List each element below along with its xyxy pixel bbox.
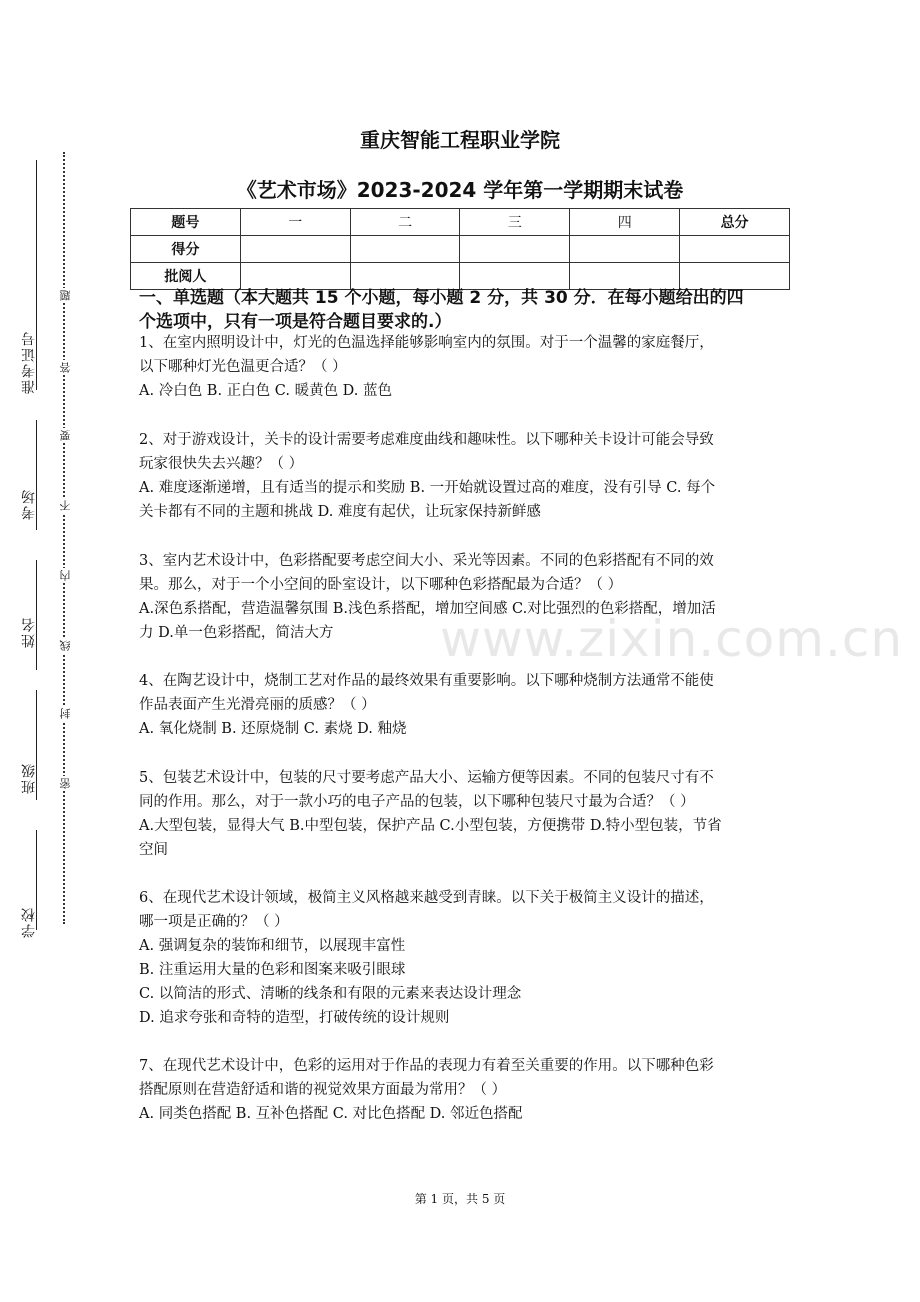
table-cell: 批阅人 (131, 263, 241, 290)
question-4: 4、在陶艺设计中，烧制工艺对作品的最终效果有重要影响。以下哪种烧制方法通常不能使 作品表面产生光滑亮丽的质感？（ ） A. 氧化烧制 B. 还原烧制 C. 素烧 D. 釉烧 (139, 673, 714, 737)
seal-char: 密 (59, 778, 72, 789)
seal-char: 不 (59, 500, 72, 511)
watermark: www.zixin.com.cn (440, 610, 904, 668)
score-cell[interactable] (240, 236, 350, 263)
seal-char: 要 (59, 430, 72, 441)
question-2: 2、对于游戏设计，关卡的设计需要考虑难度曲线和趣味性。以下哪种关卡设计可能会导致 玩家很快失去兴趣？（ ） A. 难度逐渐递增，且有适当的提示和奖励 B. 一开始就设置过高的难度，没有引导 C. 每个 关卡都有不同的主题和挑战 D. 难度有起伏，让玩家保持新鲜感 (139, 432, 716, 520)
page-number: 第 1 页，共 5 页 (414, 1192, 506, 1206)
seal-char: 题 (59, 290, 72, 301)
question-3: 3、室内艺术设计中，色彩搭配要考虑空间大小、采光等因素。不同的色彩搭配有不同的效 果。那么，对于一个小空间的卧室设计，以下哪种色彩搭配最为合适？（ ） A.深色系搭配，营造温馨氛围 B.浅色系搭配，增加空间感 C.对比强烈的色彩搭配，增加活 力 D.单一色彩搭配，简洁大方 (139, 553, 716, 641)
school-field: 学校 (21, 906, 37, 938)
score-table-row (131, 236, 790, 263)
table-cell: 总分 (680, 209, 790, 236)
question-7: 7、在现代艺术设计中，色彩的运用对于作品的表现力有着至关重要的作用。以下哪种色彩 搭配原则在营造舒适和谐的视觉效果方面最为常用？（ ） A. 同类色搭配 B. 互补色搭配 C. 对比色搭配 D. 邻近色搭配 (139, 1058, 714, 1122)
question-5: 5、包装艺术设计中，包装的尺寸要考虑产品大小、运输方便等因素。不同的包装尺寸有不 同的作用。那么，对于一款小巧的电子产品的包装，以下哪种包装尺寸最为合适？（ ） A.大型包装，显得大气 B.中型包装，保护产品 C.小型包装，方便携带 D.特小型包装，节省 空间 (139, 770, 722, 858)
seal-dotted-line (63, 152, 65, 924)
seal-char: 封 (59, 708, 72, 719)
score-cell[interactable] (460, 236, 570, 263)
table-cell: 得分 (131, 236, 241, 263)
question-6: 6、在现代艺术设计领域，极简主义风格越来越受到青睐。以下关于极简主义设计的描述， 哪一项是正确的？（ ） A. 强调复杂的装饰和细节，以展现丰富性 B. 注重运用大量的色彩和图案来吸引眼球 C. 以简洁的形式、清晰的线条和有限的元素来表达设计理念 D. 追求夸张和奇特的造型，打破传统的设计规则 (139, 890, 714, 1026)
table-cell: 四 (570, 209, 680, 236)
score-table-row (131, 209, 790, 236)
section-heading: 一、单选题（本大题共 15 个小题，每小题 2 分，共 30 分．在每小题给出的四 个选项中，只有一项是符合题目要求的.） (139, 288, 744, 332)
seal-char: 内 (59, 570, 72, 581)
seal-char: 线 (59, 640, 72, 651)
name-field: 姓名 (21, 616, 37, 648)
table-cell: 三 (460, 209, 570, 236)
score-cell[interactable] (570, 236, 680, 263)
class-field: 班级 (21, 762, 37, 794)
seal-char: 答 (59, 362, 72, 373)
table-cell: 二 (350, 209, 460, 236)
score-table (130, 208, 790, 290)
table-cell: 一 (240, 209, 350, 236)
score-cell[interactable] (350, 236, 460, 263)
table-cell: 题号 (131, 209, 241, 236)
exam-room-field: 考场 (21, 488, 37, 520)
exam-title: 《艺术市场》2023-2024 学年第一学期期末试卷 (236, 178, 684, 202)
score-cell[interactable] (680, 236, 790, 263)
school-title: 重庆智能工程职业学院 (360, 128, 560, 152)
question-1: 1、在室内照明设计中，灯光的色温选择能够影响室内的氛围。对于一个温馨的家庭餐厅， 以下哪种灯光色温更合适？（ ） A. 冷白色 B. 正白色 C. 暖黄色 D. 蓝色 (139, 335, 714, 399)
binding-line (36, 560, 37, 670)
exam-number-field: 准考证号 (21, 330, 37, 394)
